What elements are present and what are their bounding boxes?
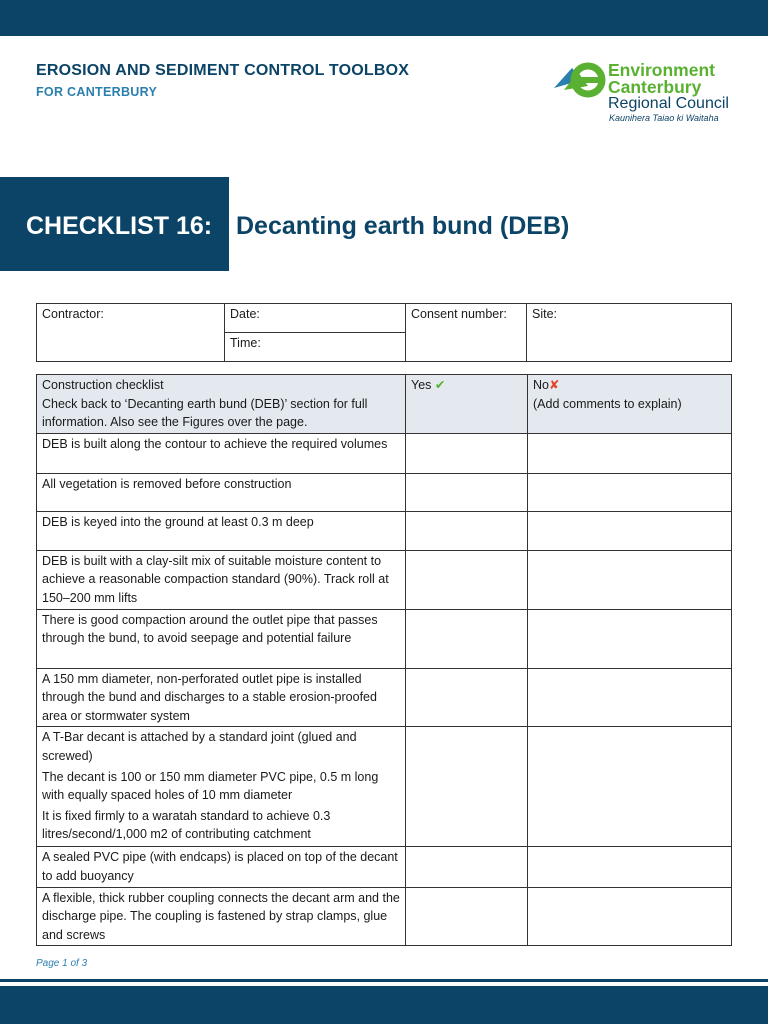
no-label: No — [533, 378, 549, 392]
logo-line-maori-name: Kaunihera Taiao ki Waitaha — [609, 113, 719, 123]
checklist-item-text: A sealed PVC pipe (with endcaps) is placed on top of the decant to add buoyancy — [37, 847, 406, 887]
no-comment-cell[interactable] — [528, 847, 732, 887]
project-info-table — [36, 303, 732, 362]
check-mark-icon: ✔ — [434, 378, 446, 392]
checklist-row — [37, 887, 732, 946]
tbar-decant-pipe-spec: The decant is 100 or 150 mm diameter PVC pipe, 0.5 m long with equally spaced holes of 10 mm diameter — [42, 769, 379, 803]
checklist-title: Decanting earth bund (DEB) — [236, 212, 570, 240]
consent-number-label: Consent number: — [411, 307, 507, 321]
checklist-item-text: A flexible, thick rubber coupling connects the decant arm and the discharge pipe. The coupling is fastened by strap clamps, glue and screws — [37, 887, 406, 946]
no-comment-cell[interactable] — [528, 511, 732, 550]
no-comment-cell[interactable] — [528, 727, 732, 847]
checklist-item-text: DEB is built with a clay-silt mix of suitable moisture content to achieve a reasonable compaction standard (90%). Track roll at 150–200 mm lifts — [37, 550, 406, 609]
logo-line-regional-council: Regional Council — [608, 95, 729, 112]
yes-checkbox-cell[interactable] — [406, 727, 528, 847]
checklist-item-text: There is good compaction around the outlet pipe that passes through the bund, to avoid seepage and potential failure — [37, 609, 406, 668]
logo-line-environment: Environment — [608, 60, 715, 80]
page-number: Page 1 of 3 — [36, 958, 88, 969]
no-comment-cell[interactable] — [528, 550, 732, 609]
date-field[interactable] — [225, 304, 406, 333]
no-comment-cell[interactable] — [528, 473, 732, 511]
checklist-item-text: DEB is built along the contour to achieve the required volumes — [37, 433, 406, 473]
contractor-field[interactable] — [37, 304, 225, 362]
site-field[interactable] — [527, 304, 732, 362]
tbar-decant-attachment: A T-Bar decant is attached by a standard joint (glued and screwed) — [42, 730, 357, 763]
yes-checkbox-cell[interactable] — [406, 847, 528, 887]
checklist-row — [37, 668, 732, 727]
checklist-number: CHECKLIST 16: — [26, 212, 213, 240]
yes-checkbox-cell[interactable] — [406, 609, 528, 668]
checklist-item-text: All vegetation is removed before construction — [37, 473, 406, 511]
checklist-row — [37, 550, 732, 609]
checklist-header-row — [37, 375, 732, 434]
checklist-header-note: Check back to ‘Decanting earth bund (DEB)’ section for full information. Also see the Figures over the page. — [42, 396, 368, 430]
yes-checkbox-cell[interactable] — [406, 433, 528, 473]
checklist-row — [37, 727, 732, 847]
construction-checklist-table — [36, 374, 732, 946]
checklist-row — [37, 511, 732, 550]
site-label: Site: — [532, 307, 558, 321]
checklist-item-text — [37, 727, 406, 847]
document-series-subtitle: FOR CANTERBURY — [36, 85, 158, 99]
checklist-item-text: A 150 mm diameter, non-perforated outlet pipe is installed through the bund and discharges to a stable erosion-proofed area or stormwater system — [37, 668, 406, 727]
yes-column-header — [406, 375, 528, 434]
document-series-title: EROSION AND SEDIMENT CONTROL TOOLBOX — [36, 62, 410, 79]
time-field[interactable] — [225, 333, 406, 362]
time-label: Time: — [230, 336, 261, 350]
checklist-row — [37, 433, 732, 473]
ecan-logo — [552, 58, 742, 128]
yes-label: Yes — [411, 378, 432, 392]
top-band — [0, 0, 768, 36]
date-label: Date: — [230, 307, 260, 321]
cross-mark-icon: ✘ — [548, 378, 560, 392]
footer-rule — [0, 979, 768, 982]
no-comment-cell[interactable] — [528, 887, 732, 946]
yes-checkbox-cell[interactable] — [406, 887, 528, 946]
no-column-header — [528, 375, 732, 434]
contractor-label: Contractor: — [42, 307, 104, 321]
checklist-item-text: DEB is keyed into the ground at least 0.3 m deep — [37, 511, 406, 550]
no-comment-cell[interactable] — [528, 433, 732, 473]
logo-line-canterbury: Canterbury — [608, 77, 702, 97]
checklist-header-cell — [37, 375, 406, 434]
checklist-row — [37, 609, 732, 668]
no-comment-note: (Add comments to explain) — [533, 396, 682, 411]
checklist-row — [37, 847, 732, 887]
no-comment-cell[interactable] — [528, 609, 732, 668]
yes-checkbox-cell[interactable] — [406, 668, 528, 727]
tbar-decant-fixing: It is fixed firmly to a waratah standard to achieve 0.3 litres/second/1,000 m2 of contributing catchment — [42, 808, 331, 842]
footer-band — [0, 986, 768, 1024]
yes-checkbox-cell[interactable] — [406, 473, 528, 511]
checklist-header-title: Construction checklist — [42, 378, 164, 392]
yes-checkbox-cell[interactable] — [406, 550, 528, 609]
no-comment-cell[interactable] — [528, 668, 732, 727]
consent-number-field[interactable] — [406, 304, 527, 362]
ecan-logo-icon — [552, 60, 606, 100]
checklist-row — [37, 473, 732, 511]
yes-checkbox-cell[interactable] — [406, 511, 528, 550]
